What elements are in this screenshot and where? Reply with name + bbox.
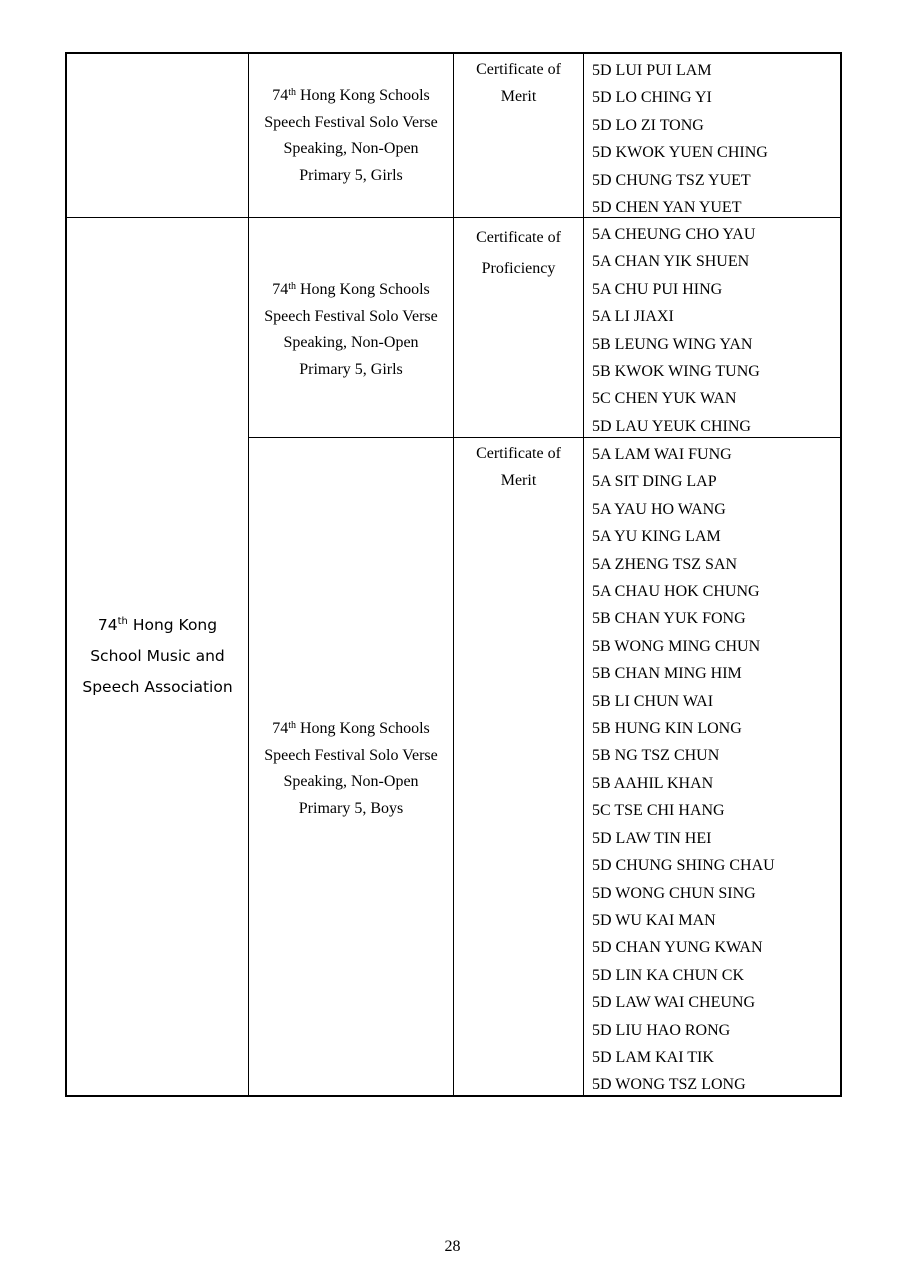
competition-line: Primary 5, Girls	[299, 360, 403, 378]
student-name: 5D CHAN YUNG KWAN	[592, 939, 763, 957]
student-name: 5D WU KAI MAN	[592, 911, 716, 929]
award-line: Certificate of	[476, 61, 561, 78]
student-name: 5D WONG CHUN SING	[592, 884, 756, 902]
organisation-line: School Music and	[90, 647, 225, 665]
organisation-line: Speech Association	[82, 678, 233, 696]
student-name: 5C TSE CHI HANG	[592, 802, 725, 820]
student-name: 5B LI CHUN WAI	[592, 692, 714, 710]
student-name: 5B KWOK WING TUNG	[592, 363, 760, 381]
student-name: 5D CHUNG TSZ YUET	[592, 171, 751, 189]
column-divider	[453, 54, 454, 1095]
student-name: 5B HUNG KIN LONG	[592, 720, 742, 738]
student-name: 5A YU KING LAM	[592, 528, 721, 546]
student-name: 5B CHAN YUK FONG	[592, 610, 746, 628]
organisation-cell	[67, 610, 248, 703]
award-cell	[454, 57, 583, 110]
competition-line: 74th Hong Kong Schools	[272, 281, 430, 298]
award-line: Proficiency	[481, 260, 556, 277]
student-name: 5D CHUNG SHING CHAU	[592, 857, 775, 875]
student-name: 5B AAHIL KHAN	[592, 774, 714, 792]
student-name: 5B NG TSZ CHUN	[592, 747, 720, 765]
competition-line: Speaking, Non-Open	[283, 334, 419, 351]
award-line: Merit	[500, 471, 537, 489]
student-name: 5C CHEN YUK WAN	[592, 390, 737, 408]
student-name: 5B LEUNG WING YAN	[592, 335, 753, 353]
student-name: 5D LAU YEUK CHING	[592, 417, 751, 435]
student-name: 5D LO ZI TONG	[592, 116, 704, 134]
award-line: Certificate of	[476, 445, 561, 462]
organisation-line: 74th Hong Kong	[97, 616, 218, 634]
student-name: 5D LAW WAI CHEUNG	[592, 994, 755, 1012]
competition-line: 74th Hong Kong Schools	[272, 87, 430, 104]
student-name: 5D LUI PUI LAM	[592, 62, 712, 79]
award-cell	[454, 222, 583, 284]
competition-line: Speaking, Non-Open	[283, 773, 419, 790]
student-name: 5A CHU PUI HING	[592, 280, 723, 298]
awards-table	[65, 52, 842, 1097]
student-name: 5A SIT DING LAP	[592, 473, 717, 491]
student-name: 5D CHEN YAN YUET	[592, 199, 742, 217]
student-list	[592, 441, 775, 1099]
student-name: 5A CHEUNG CHO YAU	[592, 226, 756, 243]
student-list	[592, 57, 768, 221]
column-divider	[248, 54, 249, 1095]
student-name: 5B CHAN MING HIM	[592, 665, 742, 683]
student-name: 5D KWOK YUEN CHING	[592, 144, 768, 162]
student-name: 5D LIU HAO RONG	[592, 1021, 731, 1039]
student-name: 5B WONG MING CHUN	[592, 637, 761, 655]
student-name: 5A YAU HO WANG	[592, 500, 726, 518]
student-name: 5D WONG TSZ LONG	[592, 1076, 746, 1094]
competition-line: 74th Hong Kong Schools	[272, 720, 430, 737]
award-line: Certificate of	[476, 229, 561, 246]
competition-line: Speech Festival Solo Verse	[264, 746, 438, 764]
award-cell	[454, 441, 583, 494]
student-name: 5D LAW TIN HEI	[592, 829, 712, 847]
competition-cell	[249, 83, 453, 189]
competition-line: Primary 5, Girls	[299, 166, 403, 184]
competition-line: Primary 5, Boys	[298, 799, 404, 817]
student-name: 5A LI JIAXI	[592, 308, 674, 326]
student-name: 5D LO CHING YI	[592, 89, 712, 107]
student-name: 5A LAM WAI FUNG	[592, 446, 732, 463]
competition-cell	[249, 277, 453, 383]
competition-cell	[249, 716, 453, 822]
student-name: 5D LAM KAI TIK	[592, 1048, 714, 1066]
student-name: 5A CHAU HOK CHUNG	[592, 583, 760, 601]
competition-line: Speaking, Non-Open	[283, 140, 419, 157]
competition-line: Speech Festival Solo Verse	[264, 113, 438, 131]
column-divider	[583, 54, 584, 1095]
page-number: 28	[444, 1238, 461, 1255]
competition-line: Speech Festival Solo Verse	[264, 307, 438, 325]
student-list	[592, 221, 760, 440]
student-name: 5A CHAN YIK SHUEN	[592, 253, 750, 271]
student-name: 5D LIN KA CHUN CK	[592, 966, 744, 984]
student-name: 5A ZHENG TSZ SAN	[592, 555, 738, 573]
award-line: Merit	[500, 87, 537, 105]
